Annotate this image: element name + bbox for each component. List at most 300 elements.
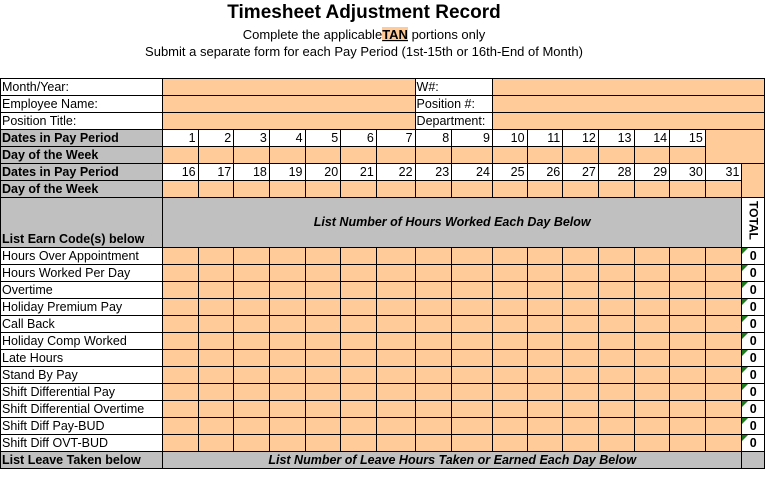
hours-input[interactable] — [492, 350, 527, 367]
hours-input[interactable] — [670, 316, 706, 333]
hours-input[interactable] — [670, 333, 706, 350]
hours-input[interactable] — [634, 350, 670, 367]
position-number-label: Position #: — [415, 96, 492, 113]
hours-input[interactable] — [162, 299, 198, 316]
earn-code-label: Late Hours — [1, 350, 163, 367]
row-total: 0 — [742, 248, 765, 265]
hours-input[interactable] — [162, 367, 198, 384]
date-cell: 22 — [376, 164, 415, 181]
row-total: 0 — [742, 333, 765, 350]
hours-input[interactable] — [234, 384, 270, 401]
hours-input[interactable] — [527, 418, 563, 435]
earn-code-label: Hours Worked Per Day — [1, 265, 163, 282]
hours-input[interactable] — [598, 248, 634, 265]
hours-input[interactable] — [527, 435, 563, 452]
date-cell: 29 — [634, 164, 670, 181]
hours-input[interactable] — [634, 316, 670, 333]
hours-input[interactable] — [527, 401, 563, 418]
hours-input[interactable] — [527, 384, 563, 401]
hours-input[interactable] — [670, 401, 706, 418]
hours-input[interactable] — [705, 265, 742, 282]
dow-input[interactable] — [198, 181, 234, 198]
hours-input[interactable] — [269, 316, 305, 333]
hours-input[interactable] — [162, 333, 198, 350]
timesheet-grid — [0, 78, 765, 469]
hours-input[interactable] — [598, 367, 634, 384]
dow-input[interactable] — [598, 147, 634, 164]
earn-code-label: Shift Diff Pay-BUD — [1, 418, 163, 435]
hours-input[interactable] — [341, 367, 377, 384]
dow-input[interactable] — [269, 181, 305, 198]
instructions-suffix: portions only — [407, 27, 486, 42]
row-total: 0 — [742, 282, 765, 299]
date-cell: 4 — [269, 130, 305, 147]
hours-input[interactable] — [198, 299, 234, 316]
earn-code-label: Shift Differential Overtime — [1, 401, 163, 418]
hours-input[interactable] — [527, 350, 563, 367]
hours-input[interactable] — [563, 282, 599, 299]
hours-input[interactable] — [376, 316, 415, 333]
dow-input[interactable] — [305, 181, 341, 198]
dow-input[interactable] — [634, 147, 670, 164]
dow-input[interactable] — [234, 181, 270, 198]
dow-input[interactable] — [527, 181, 563, 198]
hours-input[interactable] — [452, 384, 493, 401]
hours-input[interactable] — [269, 401, 305, 418]
earn-code-label: Holiday Premium Pay — [1, 299, 163, 316]
hours-input[interactable] — [305, 265, 341, 282]
hours-input[interactable] — [415, 350, 452, 367]
hours-input[interactable] — [670, 435, 706, 452]
hours-input[interactable] — [563, 435, 599, 452]
date-cell: 19 — [269, 164, 305, 181]
hours-input[interactable] — [705, 401, 742, 418]
hours-input[interactable] — [527, 333, 563, 350]
hours-input[interactable] — [452, 435, 493, 452]
earn-code-row — [1, 418, 765, 435]
hours-input[interactable] — [492, 265, 527, 282]
hours-input[interactable] — [376, 418, 415, 435]
date-filler-2 — [742, 164, 765, 198]
hours-input[interactable] — [492, 333, 527, 350]
hours-input[interactable] — [634, 435, 670, 452]
hours-input[interactable] — [705, 299, 742, 316]
hours-input[interactable] — [305, 248, 341, 265]
hours-input[interactable] — [341, 282, 377, 299]
hours-input[interactable] — [341, 316, 377, 333]
dow-input[interactable] — [162, 181, 198, 198]
hours-input[interactable] — [415, 282, 452, 299]
hours-input[interactable] — [198, 384, 234, 401]
hours-input[interactable] — [341, 384, 377, 401]
hours-input[interactable] — [376, 350, 415, 367]
date-cell: 6 — [341, 130, 377, 147]
hours-input[interactable] — [492, 384, 527, 401]
date-cell: 13 — [598, 130, 634, 147]
hours-input[interactable] — [634, 299, 670, 316]
dow-input[interactable] — [598, 181, 634, 198]
hours-input[interactable] — [452, 316, 493, 333]
hours-input[interactable] — [376, 265, 415, 282]
hours-input[interactable] — [162, 265, 198, 282]
hours-input[interactable] — [492, 316, 527, 333]
date-cell: 16 — [162, 164, 198, 181]
hours-input[interactable] — [527, 299, 563, 316]
hours-input[interactable] — [269, 435, 305, 452]
hours-input[interactable] — [527, 248, 563, 265]
hours-input[interactable] — [634, 384, 670, 401]
hours-input[interactable] — [341, 333, 377, 350]
w-number-label: W#: — [415, 79, 492, 96]
hours-input[interactable] — [162, 418, 198, 435]
hours-input[interactable] — [598, 316, 634, 333]
hours-input[interactable] — [563, 265, 599, 282]
hours-input[interactable] — [492, 282, 527, 299]
earn-code-row — [1, 282, 765, 299]
hours-input[interactable] — [198, 418, 234, 435]
hours-input[interactable] — [598, 350, 634, 367]
dow-label-1: Day of the Week — [1, 147, 163, 164]
dow-input[interactable] — [269, 147, 305, 164]
hours-input[interactable] — [415, 435, 452, 452]
hours-input[interactable] — [341, 401, 377, 418]
hours-input[interactable] — [598, 299, 634, 316]
hours-input[interactable] — [670, 299, 706, 316]
dates-label-1: Dates in Pay Period — [1, 130, 163, 147]
dow-input[interactable] — [492, 147, 527, 164]
row-total: 0 — [742, 299, 765, 316]
dow-input[interactable] — [563, 147, 599, 164]
earn-code-label: Overtime — [1, 282, 163, 299]
hours-input[interactable] — [598, 265, 634, 282]
row-total: 0 — [742, 367, 765, 384]
month-year-label: Month/Year: — [1, 79, 163, 96]
hours-input[interactable] — [634, 265, 670, 282]
department-input[interactable] — [492, 113, 764, 130]
dow-input[interactable] — [563, 181, 599, 198]
hours-input[interactable] — [234, 333, 270, 350]
hours-input[interactable] — [305, 367, 341, 384]
hours-input[interactable] — [563, 333, 599, 350]
hours-input[interactable] — [598, 435, 634, 452]
hours-input[interactable] — [527, 367, 563, 384]
date-cell: 31 — [705, 164, 742, 181]
tan-emphasis: TAN — [382, 27, 408, 42]
hours-input[interactable] — [492, 299, 527, 316]
hours-input[interactable] — [563, 418, 599, 435]
earn-code-label: Shift Differential Pay — [1, 384, 163, 401]
dow-input[interactable] — [634, 181, 670, 198]
dow-input[interactable] — [415, 147, 452, 164]
hours-input[interactable] — [305, 282, 341, 299]
hours-input[interactable] — [341, 265, 377, 282]
earn-code-row — [1, 401, 765, 418]
hours-input[interactable] — [234, 367, 270, 384]
dow-input[interactable] — [198, 147, 234, 164]
position-number-input[interactable] — [492, 96, 764, 113]
earn-code-row — [1, 384, 765, 401]
hours-input[interactable] — [634, 401, 670, 418]
hours-input[interactable] — [341, 248, 377, 265]
hours-input[interactable] — [452, 265, 493, 282]
hours-input[interactable] — [634, 333, 670, 350]
hours-input[interactable] — [305, 418, 341, 435]
date-cell: 28 — [598, 164, 634, 181]
dow-input[interactable] — [670, 181, 706, 198]
dow-input[interactable] — [670, 147, 706, 164]
date-cell: 10 — [492, 130, 527, 147]
hours-input[interactable] — [415, 265, 452, 282]
hours-input[interactable] — [705, 435, 742, 452]
hours-input[interactable] — [198, 316, 234, 333]
hours-input[interactable] — [670, 248, 706, 265]
hours-input[interactable] — [527, 282, 563, 299]
hours-input[interactable] — [563, 350, 599, 367]
hours-input[interactable] — [670, 265, 706, 282]
hours-input[interactable] — [376, 282, 415, 299]
dow-label-2: Day of the Week — [1, 181, 163, 198]
hours-input[interactable] — [415, 384, 452, 401]
date-cell: 21 — [341, 164, 377, 181]
hours-input[interactable] — [415, 316, 452, 333]
hours-input[interactable] — [452, 418, 493, 435]
dow-input[interactable] — [305, 147, 341, 164]
leave-banner: List Number of Leave Hours Taken or Earned Each Day Below — [162, 452, 741, 469]
hours-input[interactable] — [305, 350, 341, 367]
hours-input[interactable] — [341, 350, 377, 367]
dow-input[interactable] — [376, 181, 415, 198]
row-total: 0 — [742, 435, 765, 452]
date-cell: 26 — [527, 164, 563, 181]
hours-input[interactable] — [198, 282, 234, 299]
hours-input[interactable] — [452, 282, 493, 299]
dow-input[interactable] — [492, 181, 527, 198]
hours-input[interactable] — [705, 367, 742, 384]
hours-input[interactable] — [452, 401, 493, 418]
hours-input[interactable] — [376, 384, 415, 401]
hours-input[interactable] — [269, 248, 305, 265]
hours-input[interactable] — [198, 265, 234, 282]
hours-input[interactable] — [670, 282, 706, 299]
hours-input[interactable] — [598, 282, 634, 299]
hours-input[interactable] — [415, 367, 452, 384]
hours-input[interactable] — [269, 265, 305, 282]
hours-input[interactable] — [162, 384, 198, 401]
dow-input[interactable] — [341, 181, 377, 198]
earn-code-row — [1, 333, 765, 350]
form-title: Timesheet Adjustment Record — [227, 2, 501, 23]
hours-input[interactable] — [705, 282, 742, 299]
dow-input[interactable] — [415, 181, 452, 198]
hours-input[interactable] — [305, 435, 341, 452]
hours-input[interactable] — [305, 299, 341, 316]
date-cell: 5 — [305, 130, 341, 147]
hours-input[interactable] — [563, 367, 599, 384]
hours-input[interactable] — [234, 265, 270, 282]
date-filler-1 — [705, 130, 764, 164]
dow-input[interactable] — [452, 147, 493, 164]
date-cell: 20 — [305, 164, 341, 181]
hours-input[interactable] — [415, 248, 452, 265]
hours-input[interactable] — [198, 248, 234, 265]
hours-input[interactable] — [162, 401, 198, 418]
hours-input[interactable] — [670, 367, 706, 384]
hours-input[interactable] — [269, 333, 305, 350]
hours-input[interactable] — [634, 282, 670, 299]
hours-input[interactable] — [492, 435, 527, 452]
hours-input[interactable] — [670, 350, 706, 367]
hours-input[interactable] — [162, 316, 198, 333]
hours-input[interactable] — [305, 316, 341, 333]
department-label: Department: — [415, 113, 492, 130]
hours-input[interactable] — [234, 316, 270, 333]
hours-input[interactable] — [563, 316, 599, 333]
hours-input[interactable] — [198, 367, 234, 384]
row-total: 0 — [742, 418, 765, 435]
hours-input[interactable] — [563, 384, 599, 401]
date-cell: 18 — [234, 164, 270, 181]
hours-input[interactable] — [563, 248, 599, 265]
hours-input[interactable] — [634, 418, 670, 435]
hours-input[interactable] — [452, 248, 493, 265]
dow-input[interactable] — [341, 147, 377, 164]
hours-input[interactable] — [376, 367, 415, 384]
dow-input[interactable] — [705, 181, 742, 198]
hours-input[interactable] — [234, 282, 270, 299]
date-cell: 7 — [376, 130, 415, 147]
leave-section-label: List Leave Taken below — [1, 452, 163, 469]
earn-code-label: Shift Diff OVT-BUD — [1, 435, 163, 452]
hours-input[interactable] — [705, 384, 742, 401]
date-cell: 14 — [634, 130, 670, 147]
hours-input[interactable] — [705, 350, 742, 367]
month-year-input[interactable] — [162, 79, 415, 96]
hours-input[interactable] — [198, 333, 234, 350]
dates-label-2: Dates in Pay Period — [1, 164, 163, 181]
hours-input[interactable] — [598, 418, 634, 435]
hours-input[interactable] — [269, 299, 305, 316]
hours-input[interactable] — [598, 401, 634, 418]
hours-input[interactable] — [234, 435, 270, 452]
hours-input[interactable] — [376, 248, 415, 265]
dow-input[interactable] — [234, 147, 270, 164]
earn-code-row — [1, 367, 765, 384]
hours-input[interactable] — [269, 418, 305, 435]
hours-input[interactable] — [492, 401, 527, 418]
hours-input[interactable] — [341, 418, 377, 435]
hours-input[interactable] — [670, 418, 706, 435]
hours-input[interactable] — [162, 248, 198, 265]
row-total: 0 — [742, 350, 765, 367]
hours-input[interactable] — [234, 401, 270, 418]
hours-input[interactable] — [492, 248, 527, 265]
hours-input[interactable] — [705, 333, 742, 350]
instructions-prefix: Complete the applicable — [242, 27, 383, 42]
hours-input[interactable] — [269, 384, 305, 401]
hours-input[interactable] — [305, 333, 341, 350]
hours-input[interactable] — [269, 367, 305, 384]
hours-input[interactable] — [341, 435, 377, 452]
date-cell: 1 — [162, 130, 198, 147]
hours-input[interactable] — [234, 299, 270, 316]
employee-name-label: Employee Name: — [1, 96, 163, 113]
dow-input[interactable] — [527, 147, 563, 164]
earn-code-row — [1, 248, 765, 265]
date-cell: 23 — [415, 164, 452, 181]
hours-input[interactable] — [705, 418, 742, 435]
hours-input[interactable] — [598, 384, 634, 401]
hours-input[interactable] — [527, 316, 563, 333]
hours-input[interactable] — [563, 299, 599, 316]
position-title-input[interactable] — [162, 113, 415, 130]
hours-input[interactable] — [376, 401, 415, 418]
hours-input[interactable] — [376, 435, 415, 452]
hours-input[interactable] — [162, 350, 198, 367]
hours-input[interactable] — [305, 384, 341, 401]
hours-input[interactable] — [376, 299, 415, 316]
dow-input[interactable] — [452, 181, 493, 198]
date-cell: 24 — [452, 164, 493, 181]
hours-input[interactable] — [705, 316, 742, 333]
hours-banner: List Number of Hours Worked Each Day Below — [162, 198, 741, 248]
dow-input[interactable] — [162, 147, 198, 164]
hours-input[interactable] — [634, 248, 670, 265]
hours-input[interactable] — [452, 350, 493, 367]
hours-input[interactable] — [341, 299, 377, 316]
hours-input[interactable] — [198, 435, 234, 452]
hours-input[interactable] — [452, 367, 493, 384]
hours-input[interactable] — [598, 333, 634, 350]
hours-input[interactable] — [415, 299, 452, 316]
hours-input[interactable] — [415, 401, 452, 418]
w-number-input[interactable] — [492, 79, 764, 96]
hours-input[interactable] — [415, 418, 452, 435]
earn-code-row — [1, 435, 765, 452]
total-header — [742, 198, 765, 248]
earn-code-label: Holiday Comp Worked — [1, 333, 163, 350]
hours-input[interactable] — [162, 435, 198, 452]
hours-input[interactable] — [234, 350, 270, 367]
hours-input[interactable] — [492, 367, 527, 384]
position-title-label: Position Title: — [1, 113, 163, 130]
hours-input[interactable] — [670, 384, 706, 401]
hours-input[interactable] — [563, 401, 599, 418]
date-cell: 12 — [563, 130, 599, 147]
hours-input[interactable] — [234, 248, 270, 265]
hours-input[interactable] — [634, 367, 670, 384]
date-cell: 11 — [527, 130, 563, 147]
earn-code-label: Hours Over Appointment — [1, 248, 163, 265]
hours-input[interactable] — [198, 401, 234, 418]
hours-input[interactable] — [376, 333, 415, 350]
hours-input[interactable] — [269, 282, 305, 299]
hours-input[interactable] — [162, 282, 198, 299]
hours-input[interactable] — [269, 350, 305, 367]
dow-input[interactable] — [376, 147, 415, 164]
employee-name-input[interactable] — [162, 96, 415, 113]
hours-input[interactable] — [415, 333, 452, 350]
hours-input[interactable] — [452, 333, 493, 350]
hours-input[interactable] — [305, 401, 341, 418]
date-cell: 30 — [670, 164, 706, 181]
hours-input[interactable] — [705, 248, 742, 265]
hours-input[interactable] — [527, 265, 563, 282]
hours-input[interactable] — [198, 350, 234, 367]
hours-input[interactable] — [452, 299, 493, 316]
hours-input[interactable] — [234, 418, 270, 435]
hours-input[interactable] — [492, 418, 527, 435]
earn-code-row — [1, 316, 765, 333]
